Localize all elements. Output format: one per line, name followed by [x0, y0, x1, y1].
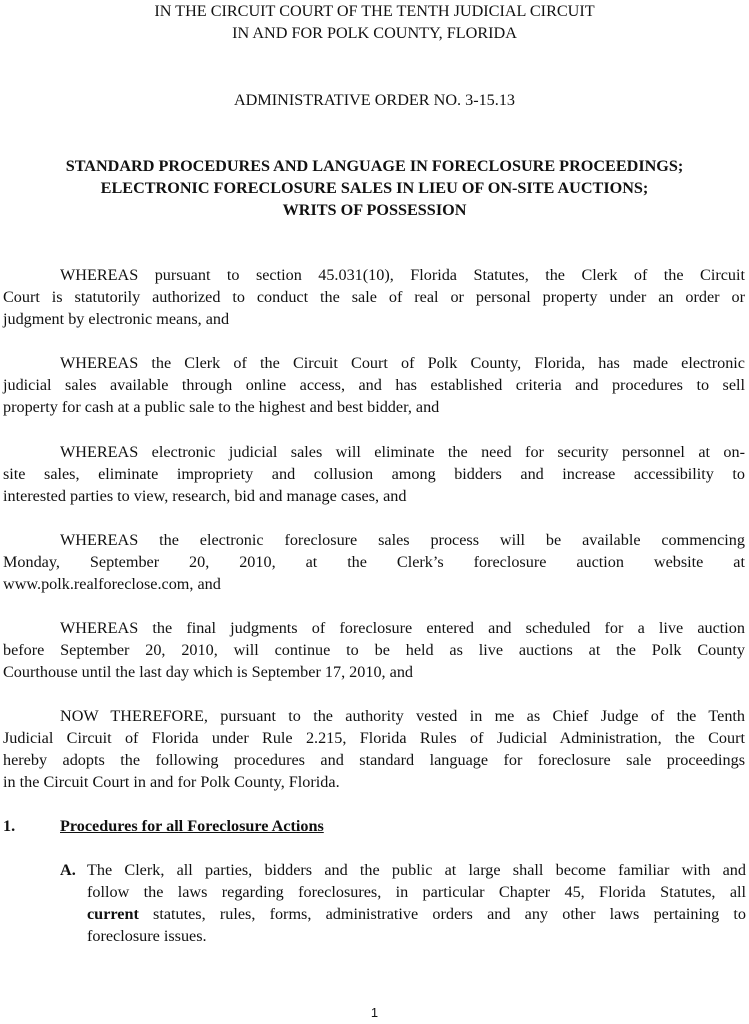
paragraph-line: Courthouse until the last day which is September 17, 2010, and — [3, 663, 414, 681]
paragraph-line: Court is statutorily authorized to conduct the sale of real or personal property under an order or — [3, 288, 745, 306]
paragraph-line: hereby adopts the following procedures and standard language for foreclosure sale proceedings — [3, 751, 745, 769]
whereas-paragraph-1 — [3, 264, 745, 330]
section-number: 1. — [3, 817, 16, 835]
paragraph-line: WHEREAS pursuant to section 45.031(10), Florida Statutes, the Clerk of the Circuit — [60, 266, 745, 284]
item-a-line-4: foreclosure issues. — [87, 927, 207, 945]
paragraph-line: Judicial Circuit of Florida under Rule 2.215, Florida Rules of Judicial Administration, the Court — [3, 729, 745, 747]
paragraph-line: interested parties to view, research, bid and manage cases, and — [3, 487, 407, 505]
emphasis-current: current — [87, 905, 139, 923]
order-number: ADMINISTRATIVE ORDER NO. 3-15.13 — [233, 91, 516, 109]
whereas-paragraph-5 — [3, 617, 745, 683]
section-1-heading — [3, 815, 743, 837]
paragraph-line: WHEREAS electronic judicial sales will eliminate the need for security personnel at on- — [60, 443, 745, 461]
whereas-paragraph-2 — [3, 352, 745, 418]
item-a — [60, 859, 746, 947]
section-title: Procedures for all Foreclosure Actions — [60, 817, 324, 835]
court-name-line-1: IN THE CIRCUIT COURT OF THE TENTH JUDICIAL CIRCUIT — [154, 2, 595, 20]
whereas-paragraph-3 — [3, 441, 745, 507]
paragraph-line: WHEREAS the final judgments of foreclosure entered and scheduled for a live auction — [60, 619, 745, 637]
paragraph-line: judgment by electronic means, and — [3, 310, 230, 328]
paragraph-line: in the Circuit Court in and for Polk County, Florida. — [3, 773, 340, 791]
now-therefore-paragraph — [3, 705, 745, 793]
paragraph-line: before September 20, 2010, will continue to be held as live auctions at the Polk County — [3, 641, 745, 659]
item-a-text: The Clerk, all parties, bidders and the public at large shall become familiar with and — [87, 861, 746, 879]
paragraph-line: property for cash at a public sale to the highest and best bidder, and — [3, 398, 440, 416]
order-title-line-1: STANDARD PROCEDURES AND LANGUAGE IN FORECLOSURE PROCEEDINGS; — [65, 157, 684, 175]
item-a-line-1 — [60, 859, 746, 881]
order-title-line-2: ELECTRONIC FORECLOSURE SALES IN LIEU OF ON-SITE AUCTIONS; — [100, 179, 649, 197]
item-a-line-3 — [60, 903, 746, 925]
paragraph-line: WHEREAS the electronic foreclosure sales process will be available commencing — [60, 531, 745, 549]
item-label: A. — [60, 861, 76, 879]
page-number: 1 — [370, 1005, 379, 1020]
paragraph-line: Monday, September 20, 2010, at the Clerk’s foreclosure auction website at — [3, 553, 745, 571]
whereas-paragraph-4 — [3, 529, 745, 595]
order-title-line-3: WRITS OF POSSESSION — [282, 201, 467, 219]
paragraph-line: site sales, eliminate impropriety and collusion among bidders and increase accessibility to — [3, 465, 745, 483]
paragraph-line: www.polk.realforeclose.com, and — [3, 575, 221, 593]
court-name-line-2: IN AND FOR POLK COUNTY, FLORIDA — [232, 24, 517, 42]
paragraph-line: NOW THEREFORE, pursuant to the authority vested in me as Chief Judge of the Tenth — [60, 707, 745, 725]
paragraph-line: WHEREAS the Clerk of the Circuit Court of Polk County, Florida, has made electronic — [60, 354, 745, 372]
item-a-line-3-text: statutes, rules, forms, administrative orders and any other laws pertaining to — [138, 905, 746, 923]
item-a-line-2: follow the laws regarding foreclosures, in particular Chapter 45, Florida Statutes, all — [87, 883, 746, 901]
paragraph-line: judicial sales available through online access, and has established criteria and procedures to sell — [3, 376, 745, 394]
